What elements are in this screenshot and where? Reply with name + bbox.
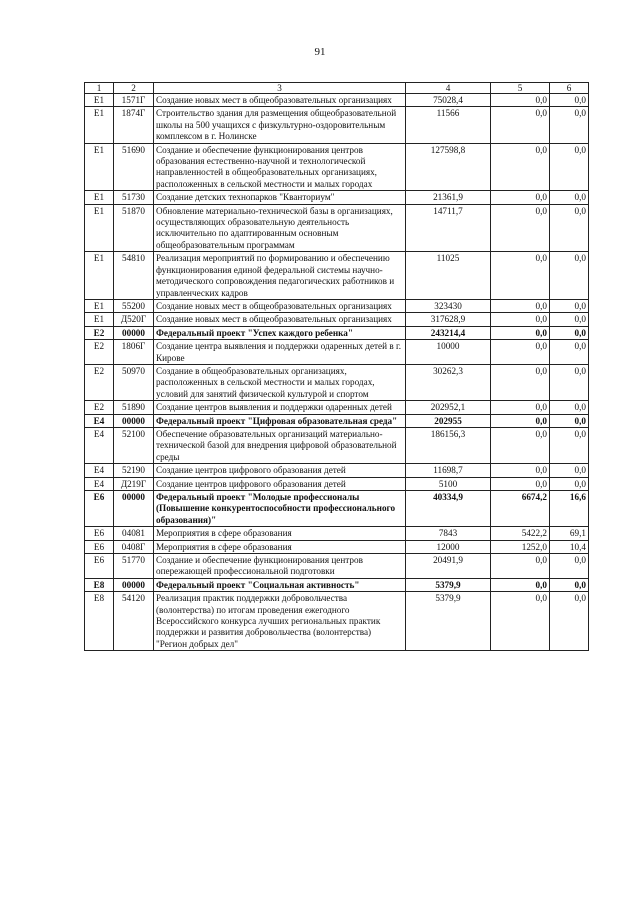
table-row <box>85 477 589 490</box>
item-name-cell: Мероприятия в сфере образования <box>154 527 406 540</box>
executed-amount-cell: 5422,2 <box>491 527 550 540</box>
table-row <box>85 94 589 107</box>
table-row <box>85 252 589 300</box>
article-code-cell: 1874Г <box>114 107 154 143</box>
header-cell: 6 <box>550 83 589 94</box>
executed-amount-cell: 6674,2 <box>491 491 550 527</box>
percent-cell: 0,0 <box>550 464 589 477</box>
table-row <box>85 364 589 400</box>
planned-amount-cell: 243214,4 <box>406 326 491 339</box>
section-code-cell: Е4 <box>85 427 114 463</box>
item-name-cell: Федеральный проект "Цифровая образовательная среда" <box>154 414 406 427</box>
item-name-cell: Создание в общеобразовательных организациях, расположенных в сельской местности и малых городах, условий для занятий физической культурой и спортом <box>154 364 406 400</box>
percent-cell: 0,0 <box>550 94 589 107</box>
table-row <box>85 592 589 651</box>
percent-cell: 0,0 <box>550 427 589 463</box>
article-code-cell: 1806Г <box>114 340 154 365</box>
section-code-cell: Е1 <box>85 191 114 204</box>
section-code-cell: Е1 <box>85 204 114 252</box>
table-row <box>85 299 589 312</box>
article-code-cell: 55200 <box>114 299 154 312</box>
table-row <box>85 143 589 191</box>
item-name-cell: Создание и обеспечение функционирования центров образования естественно-научной и технологической направленностей в общеобразовательных организациях, расположенных в сельской местности и малых городах <box>154 143 406 191</box>
article-code-cell: 00000 <box>114 326 154 339</box>
section-code-cell: Е2 <box>85 326 114 339</box>
planned-amount-cell: 202952,1 <box>406 401 491 414</box>
item-name-cell: Федеральный проект "Молодые профессионалы (Повышение конкурентоспособности профессионального образования)" <box>154 491 406 527</box>
executed-amount-cell: 0,0 <box>491 107 550 143</box>
article-code-cell: 51770 <box>114 554 154 579</box>
planned-amount-cell: 5379,9 <box>406 592 491 651</box>
item-name-cell: Создание центров выявления и поддержки одаренных детей <box>154 401 406 414</box>
article-code-cell: 0408Г <box>114 540 154 553</box>
percent-cell: 0,0 <box>550 313 589 326</box>
section-code-cell: Е4 <box>85 477 114 490</box>
planned-amount-cell: 323430 <box>406 299 491 312</box>
page-number: 91 <box>314 46 326 58</box>
article-code-cell: 51890 <box>114 401 154 414</box>
executed-amount-cell: 0,0 <box>491 340 550 365</box>
header-row <box>85 83 589 94</box>
planned-amount-cell: 12000 <box>406 540 491 553</box>
table-row <box>85 107 589 143</box>
percent-cell: 0,0 <box>550 477 589 490</box>
item-name-cell: Обеспечение образовательных организаций материально-технической базой для внедрения цифровой образовательной среды <box>154 427 406 463</box>
section-code-cell: Е8 <box>85 592 114 651</box>
section-code-cell: Е1 <box>85 252 114 300</box>
executed-amount-cell: 0,0 <box>491 252 550 300</box>
percent-cell: 0,0 <box>550 578 589 591</box>
planned-amount-cell: 5379,9 <box>406 578 491 591</box>
table-row <box>85 540 589 553</box>
percent-cell: 10,4 <box>550 540 589 553</box>
planned-amount-cell: 40334,9 <box>406 491 491 527</box>
planned-amount-cell: 5100 <box>406 477 491 490</box>
item-name-cell: Строительство здания для размещения общеобразовательной школы на 500 учащихся с физкультурно-оздоровительным комплексом в г. Нолинске <box>154 107 406 143</box>
executed-amount-cell: 0,0 <box>491 554 550 579</box>
section-code-cell: Е6 <box>85 554 114 579</box>
item-name-cell: Обновление материально-технической базы в организациях, осуществляющих образовательную деятельность исключительно по адаптированным основным общеобразовательным программам <box>154 204 406 252</box>
executed-amount-cell: 0,0 <box>491 191 550 204</box>
item-name-cell: Создание центра выявления и поддержки одаренных детей в г. Кирове <box>154 340 406 365</box>
executed-amount-cell: 0,0 <box>491 427 550 463</box>
section-code-cell: Е1 <box>85 313 114 326</box>
article-code-cell: 00000 <box>114 414 154 427</box>
table-row <box>85 554 589 579</box>
percent-cell: 0,0 <box>550 191 589 204</box>
section-code-cell: Е8 <box>85 578 114 591</box>
executed-amount-cell: 0,0 <box>491 204 550 252</box>
header-cell: 3 <box>154 83 406 94</box>
item-name-cell: Создание новых мест в общеобразовательных организациях <box>154 313 406 326</box>
percent-cell: 16,6 <box>550 491 589 527</box>
project-total-row <box>85 326 589 339</box>
section-code-cell: Е1 <box>85 299 114 312</box>
percent-cell: 0,0 <box>550 340 589 365</box>
executed-amount-cell: 0,0 <box>491 414 550 427</box>
percent-cell: 0,0 <box>550 143 589 191</box>
section-code-cell: Е6 <box>85 491 114 527</box>
executed-amount-cell: 0,0 <box>491 364 550 400</box>
planned-amount-cell: 14711,7 <box>406 204 491 252</box>
table-row <box>85 401 589 414</box>
item-name-cell: Создание новых мест в общеобразовательных организациях <box>154 94 406 107</box>
section-code-cell: Е2 <box>85 340 114 365</box>
section-code-cell: Е2 <box>85 364 114 400</box>
budget-table <box>84 82 589 651</box>
percent-cell: 0,0 <box>550 592 589 651</box>
planned-amount-cell: 11566 <box>406 107 491 143</box>
percent-cell: 0,0 <box>550 252 589 300</box>
table-row <box>85 527 589 540</box>
table-row <box>85 191 589 204</box>
section-code-cell: Е6 <box>85 527 114 540</box>
executed-amount-cell: 0,0 <box>491 477 550 490</box>
executed-amount-cell: 0,0 <box>491 299 550 312</box>
table-row <box>85 313 589 326</box>
item-name-cell: Федеральный проект "Социальная активность" <box>154 578 406 591</box>
planned-amount-cell: 127598,8 <box>406 143 491 191</box>
executed-amount-cell: 0,0 <box>491 401 550 414</box>
executed-amount-cell: 1252,0 <box>491 540 550 553</box>
planned-amount-cell: 11025 <box>406 252 491 300</box>
article-code-cell: 00000 <box>114 578 154 591</box>
section-code-cell: Е1 <box>85 143 114 191</box>
article-code-cell: 52100 <box>114 427 154 463</box>
article-code-cell: 00000 <box>114 491 154 527</box>
percent-cell: 0,0 <box>550 554 589 579</box>
project-total-row <box>85 491 589 527</box>
article-code-cell: 52190 <box>114 464 154 477</box>
planned-amount-cell: 11698,7 <box>406 464 491 477</box>
article-code-cell: 50970 <box>114 364 154 400</box>
executed-amount-cell: 0,0 <box>491 578 550 591</box>
item-name-cell: Мероприятия в сфере образования <box>154 540 406 553</box>
header-cell: 4 <box>406 83 491 94</box>
article-code-cell: 54810 <box>114 252 154 300</box>
planned-amount-cell: 75028,4 <box>406 94 491 107</box>
section-code-cell: Е6 <box>85 540 114 553</box>
planned-amount-cell: 20491,9 <box>406 554 491 579</box>
table-row <box>85 464 589 477</box>
article-code-cell: Д520Г <box>114 313 154 326</box>
article-code-cell: 04081 <box>114 527 154 540</box>
planned-amount-cell: 10000 <box>406 340 491 365</box>
item-name-cell: Создание и обеспечение функционирования центров опережающей профессиональной подготовки <box>154 554 406 579</box>
header-cell: 5 <box>491 83 550 94</box>
executed-amount-cell: 0,0 <box>491 464 550 477</box>
article-code-cell: Д219Г <box>114 477 154 490</box>
table-row <box>85 427 589 463</box>
item-name-cell: Создание детских технопарков "Кванториум" <box>154 191 406 204</box>
item-name-cell: Создание центров цифрового образования детей <box>154 477 406 490</box>
executed-amount-cell: 0,0 <box>491 326 550 339</box>
planned-amount-cell: 202955 <box>406 414 491 427</box>
executed-amount-cell: 0,0 <box>491 94 550 107</box>
item-name-cell: Реализация мероприятий по формированию и обеспечению функционирования единой федеральной системы научно-методического сопровождения педагогических работников и управленческих кадров <box>154 252 406 300</box>
executed-amount-cell: 0,0 <box>491 313 550 326</box>
section-code-cell: Е4 <box>85 464 114 477</box>
article-code-cell: 54120 <box>114 592 154 651</box>
executed-amount-cell: 0,0 <box>491 592 550 651</box>
executed-amount-cell: 0,0 <box>491 143 550 191</box>
percent-cell: 0,0 <box>550 401 589 414</box>
project-total-row <box>85 414 589 427</box>
header-cell: 2 <box>114 83 154 94</box>
planned-amount-cell: 30262,3 <box>406 364 491 400</box>
header-cell: 1 <box>85 83 114 94</box>
section-code-cell: Е2 <box>85 401 114 414</box>
item-name-cell: Федеральный проект "Успех каждого ребенка" <box>154 326 406 339</box>
item-name-cell: Создание центров цифрового образования детей <box>154 464 406 477</box>
planned-amount-cell: 317628,9 <box>406 313 491 326</box>
percent-cell: 0,0 <box>550 326 589 339</box>
percent-cell: 0,0 <box>550 204 589 252</box>
percent-cell: 0,0 <box>550 414 589 427</box>
percent-cell: 0,0 <box>550 299 589 312</box>
item-name-cell: Реализация практик поддержки добровольчества (волонтерства) по итогам проведения ежегодного Всероссийского конкурса лучших региональных практик поддержки и развития добровольчества (волонтерства) "Регион добрых дел" <box>154 592 406 651</box>
article-code-cell: 51730 <box>114 191 154 204</box>
percent-cell: 0,0 <box>550 364 589 400</box>
planned-amount-cell: 186156,3 <box>406 427 491 463</box>
project-total-row <box>85 578 589 591</box>
section-code-cell: Е4 <box>85 414 114 427</box>
table-row <box>85 204 589 252</box>
percent-cell: 0,0 <box>550 107 589 143</box>
planned-amount-cell: 7843 <box>406 527 491 540</box>
article-code-cell: 51870 <box>114 204 154 252</box>
section-code-cell: Е1 <box>85 107 114 143</box>
section-code-cell: Е1 <box>85 94 114 107</box>
planned-amount-cell: 21361,9 <box>406 191 491 204</box>
article-code-cell: 1571Г <box>114 94 154 107</box>
item-name-cell: Создание новых мест в общеобразовательных организациях <box>154 299 406 312</box>
table-row <box>85 340 589 365</box>
article-code-cell: 51690 <box>114 143 154 191</box>
percent-cell: 69,1 <box>550 527 589 540</box>
